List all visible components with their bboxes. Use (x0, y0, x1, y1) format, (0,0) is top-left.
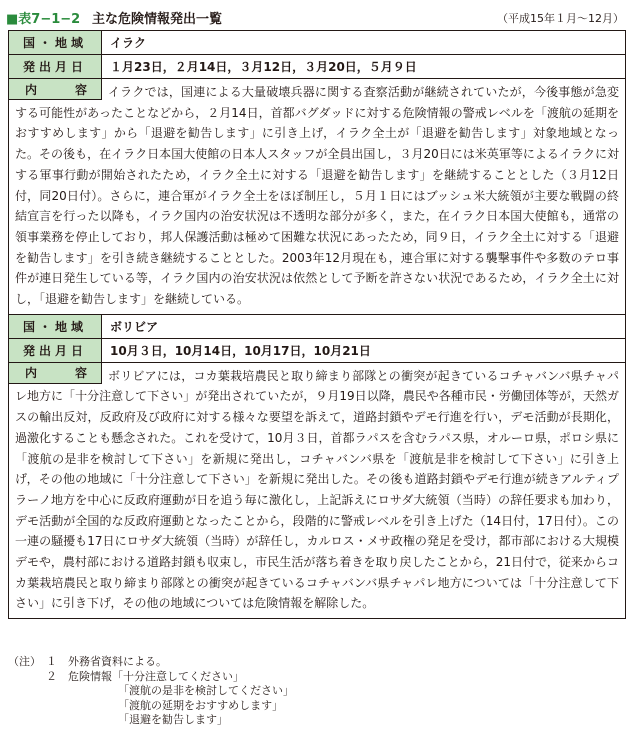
content-label (9, 79, 102, 100)
note-line (8, 670, 626, 685)
period-label: （平成15年１月〜12月） (497, 12, 624, 25)
content-label (9, 363, 102, 384)
content-text: イラクでは，国連による大量破壊兵器に関する査察活動が継続されていたが，今後事態が急変する可能性があったことなどから，２月14日，首都バグダッドに対する危険情報の警戒レベルを「渡航の延期をおすすめします」から「退避を勧告します」に引き上げ，イラク全土が「退避を勧告します」対象地域となった。その後も，在イラク日本国大使館の日本人スタッフが全員出国し，３月20日には米英軍等によるイラクに対する軍事行動が開始されたため，イラク全土に対する「退避を勧告します」を継続することとした（３月12日付，同20日付）。さらに，連合軍がイラク全土をほぼ制圧し，５月１日にはブッシュ米大統領が主要な戦闘の終結宣言を行った以降も，イラク国内の治安状況は不透明な部分が多く，また，在イラク日本国大使館も，通常の領事業務を停止しており，邦人保護活動は極めて困難な状況にあったため，同９日，イラク全土に対する「退避を勧告します」を引き続き継続することとした。2003年12月現在も，連合軍に対する襲撃事件や多数のテロ事件が連日発生している等，イラク国内の治安状況は依然として予断を許さない状況であるため，イラク全土に対し，「退避を勧告します」を継続している。 (15, 85, 619, 307)
date-label: 発出月日 (9, 339, 102, 362)
region-row (9, 31, 625, 55)
date-label: 発出月日 (9, 55, 102, 78)
content-label-b: 容 (74, 366, 87, 381)
content-text: ボリビアには，コカ葉栽培農民と取り締まり部隊との衝突が起きているコチャバンバ県チャパレ地方に「十分注意して下さい」が発出されていたが，９月19日以降，農民や各種市民・労働団体等が，天然ガスの輸出反対，反政府及び政府に対する様々な要望を訴えて，道路封鎖やデモ行進を行い，デモ活動が長期化，過激化することも懸念された。これを受けて，10月３日，首都ラパスを含むラパス県，オルーロ県，ポロシ県に「渡航の是非を検討して下さい」を新規に発出し，コチャバンバ県を「渡航是非を検討して下さい」に引き上げ，その他の地域に「十分注意して下さい」を新規に発出した。その後も道路封鎖やデモ行進が続きアルティプラーノ地方を中心に反政府運動が日を追う毎に激化し，上記訴えにロサダ大統領（当時）の辞任要求も加わり，デモ活動が全国的な反政府運動となったことから，段階的に警戒レベルを引き上げた（14日付，17日付）。この一連の騒擾も17日にロサダ大統領（当時）が辞任し，カルロス・メサ政権の発足を受け，都市部における大規模デモや，農村部における道路封鎖も収束し，市民生活が落ち着きを取り戻したことから，21日付で，従来からコカ葉栽培農民と取り締まり部隊との衝突が起きているコチャバンバ県チャパレ地方については「十分注意して下さい」に引き下げ，その他の地域については危険情報を解除した。 (15, 368, 619, 611)
notes-prefix: （注） (8, 655, 41, 668)
region-label: 国・地域 (9, 315, 102, 338)
date-value: 10月３日，10月14日，10月17日，10月21日 (110, 343, 371, 358)
table-header (6, 5, 628, 29)
table-title: 主な危険情報発出一覧 (92, 12, 223, 27)
note-level: 「退避を勧告します」 (118, 713, 228, 726)
content-label-a: 内 (25, 366, 38, 381)
content-block (9, 79, 625, 315)
region-value: ボリビア (110, 319, 159, 334)
note-text: 外務省資料による。 (68, 655, 167, 668)
date-value: １月23日，２月14日，３月12日，３月20日，５月９日 (110, 60, 417, 74)
date-row (9, 55, 625, 79)
note-level-line (8, 684, 626, 699)
content-block (9, 363, 625, 618)
note-number: ２ (46, 669, 57, 683)
hazard-info-table (8, 30, 626, 619)
date-row (9, 339, 625, 363)
content-label-a: 内 (25, 82, 38, 97)
note-text: 危険情報「十分注意してください」 (68, 669, 244, 683)
region-value: イラク (110, 36, 147, 50)
note-level-line (8, 699, 626, 714)
note-level: 「渡航の延期をおすすめします」 (118, 698, 284, 712)
notes (8, 655, 626, 728)
note-level: 「渡航の是非を検討してください」 (118, 684, 294, 697)
note-level-line (8, 713, 626, 728)
region-label: 国・地域 (9, 31, 102, 54)
figure-number: ■表7−1−2 (6, 12, 81, 27)
region-row (9, 315, 625, 339)
note-line (8, 655, 626, 670)
note-number: １ (46, 655, 57, 668)
content-label-b: 容 (74, 82, 87, 97)
